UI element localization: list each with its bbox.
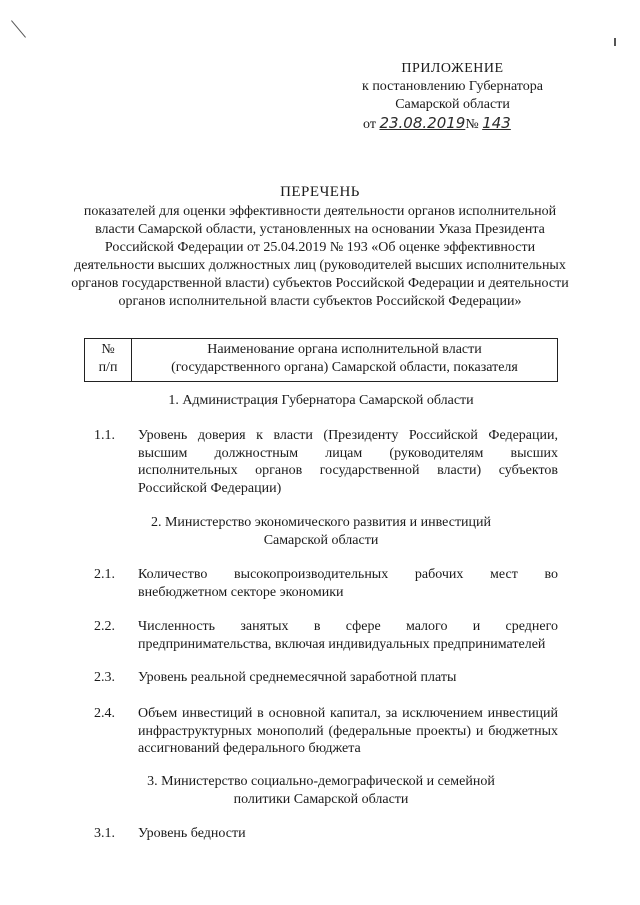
section-title: 1. Администрация Губернатора Самарской области xyxy=(168,393,474,408)
appendix-block xyxy=(345,60,560,134)
table-header-name-line-2: (государственного органа) Самарской области, показателя xyxy=(171,360,518,375)
item-number: 2.4. xyxy=(94,706,115,721)
section-title: 2. Министерство экономического развития и инвестиций Самарской области xyxy=(150,515,492,548)
table-header-number-cell xyxy=(85,339,132,381)
item-number: 2.3. xyxy=(94,670,115,685)
table-header-number-line-1: № xyxy=(101,342,115,357)
list-item xyxy=(94,669,558,687)
table-header-name-line-1: Наименование органа исполнительной власти xyxy=(207,342,482,357)
item-text: Объем инвестиций в основной капитал, за исключением инвестиций инфраструктурных монополий (федеральные проекты) и бюджетных ассигнований федерального бюджета xyxy=(138,706,558,756)
date-prefix: от xyxy=(363,117,376,132)
document-subtitle: показателей для оценки эффективности деятельности органов исполнительной власти Самарской области, установленных на основании Указа Президента Российской Федерации от 25.04.2019 № 193 «Об оценке эффективности деятельности высших должностных лиц (руководителей высших исполнительных органов государственной власти) субъектов Российской Федерации и деятельности органов исполнительной власти субъектов Российской Федерации» xyxy=(71,204,569,309)
item-number: 3.1. xyxy=(94,826,115,841)
section-title: 3. Министерство социально-демографической и семейной политики Самарской области xyxy=(147,774,495,807)
document-title: ПЕРЕЧЕНЬ xyxy=(280,184,360,200)
number-prefix: № xyxy=(465,117,479,132)
table-header-number-line-2: п/п xyxy=(98,360,118,375)
item-text: Уровень бедности xyxy=(138,826,246,841)
appendix-line-2: Самарской области xyxy=(395,97,510,112)
list-item xyxy=(94,618,558,653)
item-number: 1.1. xyxy=(94,428,115,443)
list-item xyxy=(94,566,558,601)
item-number: 2.1. xyxy=(94,567,115,582)
list-item xyxy=(94,705,558,758)
item-text: Количество высокопроизводительных рабочих мест во внебюджетном секторе экономики xyxy=(138,567,558,600)
handwritten-number: 143 xyxy=(482,114,511,132)
appendix-line-1: к постановлению Губернатора xyxy=(362,79,543,94)
item-text: Численность занятых в сфере малого и среднего предпринимательства, включая индивидуальных предпринимателей xyxy=(138,619,558,652)
item-text: Уровень доверия к власти (Президенту Российской Федерации, высшим должностным лицам (руководителям высших исполнительных органов государственной власти) субъектов Российской Федерации) xyxy=(138,428,558,496)
item-text: Уровень реальной среднемесячной заработной платы xyxy=(138,670,457,685)
list-item xyxy=(94,825,558,843)
table-header-name-cell xyxy=(132,339,557,381)
handwritten-date: 23.08.2019 xyxy=(379,114,466,132)
appendix-date-line xyxy=(345,114,560,134)
scan-mark-left xyxy=(11,20,26,37)
list-item xyxy=(94,427,558,497)
appendix-heading: ПРИЛОЖЕНИЕ xyxy=(401,61,504,76)
table-header xyxy=(84,338,558,382)
scan-mark-right xyxy=(614,38,616,46)
item-number: 2.2. xyxy=(94,619,115,634)
document-title-block xyxy=(70,183,570,311)
